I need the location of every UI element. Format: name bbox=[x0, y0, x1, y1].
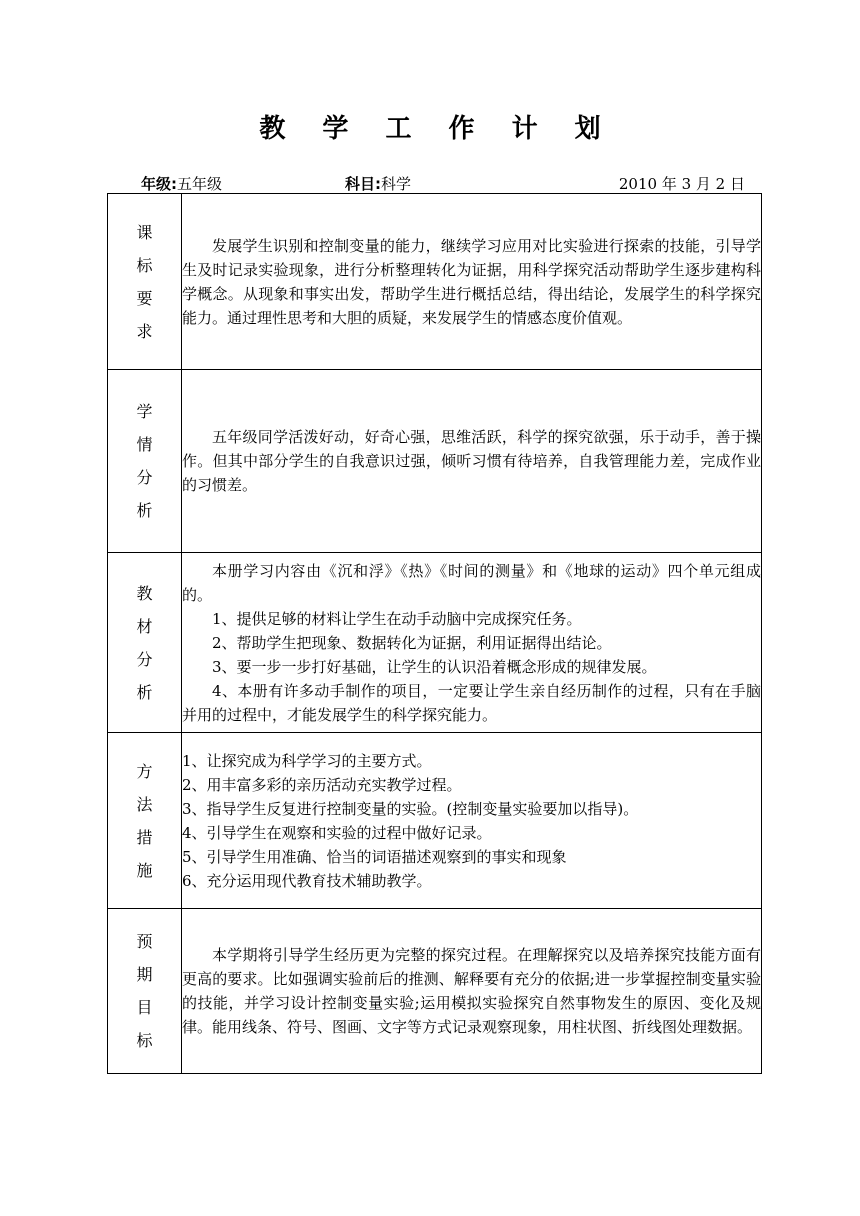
paragraph: 3、指导学生反复进行控制变量的实验。(控制变量实验要加以指导)。 bbox=[182, 799, 639, 818]
label-char: 情 bbox=[136, 435, 153, 454]
subject-value: 科学 bbox=[381, 175, 412, 193]
grade-label: 年级: bbox=[141, 175, 177, 193]
date: 2010 年 3 月 2 日 bbox=[618, 175, 745, 193]
row-curriculum-requirements bbox=[108, 194, 762, 370]
label-char: 标 bbox=[136, 1031, 153, 1050]
row-label bbox=[108, 370, 182, 553]
paragraph: 五年级同学活泼好动，好奇心强，思维活跃，科学的探究欲强，乐于动手，善于操作。但其中部分学生的自我意识过强，倾听习惯有待培养，自我管理能力差，完成作业的习惯差。 bbox=[182, 428, 761, 494]
plan-table bbox=[107, 193, 762, 1074]
row-content bbox=[182, 733, 762, 909]
label-char: 学 bbox=[136, 402, 153, 421]
row-methods-measures bbox=[108, 733, 762, 909]
row-content bbox=[182, 194, 762, 370]
paragraph: 1、让探究成为科学学习的主要方式。 bbox=[182, 751, 432, 770]
label-char: 课 bbox=[136, 222, 153, 242]
row-content bbox=[182, 370, 762, 553]
paragraph: 4、本册有许多动手制作的项目，一定要让学生亲自经历制作的过程，只有在手脑并用的过程中，才能发展学生的科学探究能力。 bbox=[182, 681, 761, 724]
label-char: 析 bbox=[136, 682, 153, 702]
label-char: 方 bbox=[136, 761, 153, 781]
label-char: 材 bbox=[136, 616, 153, 636]
label-char: 措 bbox=[136, 827, 153, 847]
row-content bbox=[182, 909, 762, 1074]
row-label bbox=[108, 733, 182, 909]
paragraph: 本册学习内容由《沉和浮》《热》《时间的测量》和《地球的运动》四个单元组成的。 bbox=[182, 561, 761, 604]
row-textbook-analysis bbox=[108, 553, 762, 733]
paragraph: 2、帮助学生把现象、数据转化为证据，利用证据得出结论。 bbox=[212, 633, 612, 652]
paragraph: 4、引导学生在观察和实验的过程中做好记录。 bbox=[182, 823, 492, 842]
subject-label: 科目: bbox=[345, 175, 381, 193]
label-char: 要 bbox=[136, 288, 153, 308]
paragraph: 6、充分运用现代教育技术辅助教学。 bbox=[182, 871, 432, 890]
page-title: 教 学 工 作 计 划 bbox=[259, 114, 615, 144]
label-char: 分 bbox=[136, 468, 153, 487]
paragraph: 2、用丰富多彩的亲历活动充实教学过程。 bbox=[182, 775, 462, 794]
row-label bbox=[108, 553, 182, 733]
label-char: 分 bbox=[136, 649, 153, 669]
header-meta bbox=[107, 173, 761, 193]
row-content bbox=[182, 553, 762, 733]
label-char: 求 bbox=[136, 321, 153, 341]
paragraph: 3、要一步一步打好基础，让学生的认识沿着概念形成的规律发展。 bbox=[212, 657, 657, 676]
paragraph: 5、引导学生用准确、恰当的词语描述观察到的事实和现象 bbox=[182, 847, 567, 866]
row-label bbox=[108, 909, 182, 1074]
label-char: 法 bbox=[136, 794, 153, 814]
label-char: 目 bbox=[136, 998, 153, 1017]
row-label bbox=[108, 194, 182, 370]
grade-value: 五年级 bbox=[177, 175, 223, 193]
subject-field bbox=[345, 173, 411, 194]
label-char: 标 bbox=[136, 255, 153, 275]
label-char: 施 bbox=[136, 860, 153, 880]
grade-field bbox=[141, 173, 222, 194]
paragraph: 发展学生识别和控制变量的能力，继续学习应用对比实验进行探索的技能，引导学生及时记录实验现象，进行分析整理转化为证据，用科学探究活动帮助学生逐步建构科学概念。从现象和事实出发，帮助学生进行概括总结，得出结论，发展学生的科学探究能力。通过理性思考和大胆的质疑，来发展学生的情感态度价值观。 bbox=[182, 236, 761, 327]
label-char: 析 bbox=[136, 501, 153, 520]
label-char: 教 bbox=[136, 583, 153, 603]
label-char: 期 bbox=[136, 965, 153, 984]
row-student-analysis bbox=[108, 370, 762, 553]
paragraph: 1、提供足够的材料让学生在动手动脑中完成探究任务。 bbox=[212, 609, 582, 628]
row-expected-goals bbox=[108, 909, 762, 1074]
label-char: 预 bbox=[136, 932, 153, 951]
paragraph: 本学期将引导学生经历更为完整的探究过程。在理解探究以及培养探究技能方面有更高的要求。比如强调实验前后的推测、解释要有充分的依据;进一步掌握控制变量实验的技能，并学习设计控制变量实验;运用模拟实验探究自然事物发生的原因、变化及规律。能用线条、符号、图画、文字等方式记录观察现象，用柱状图、折线图处理数据。 bbox=[182, 946, 761, 1036]
